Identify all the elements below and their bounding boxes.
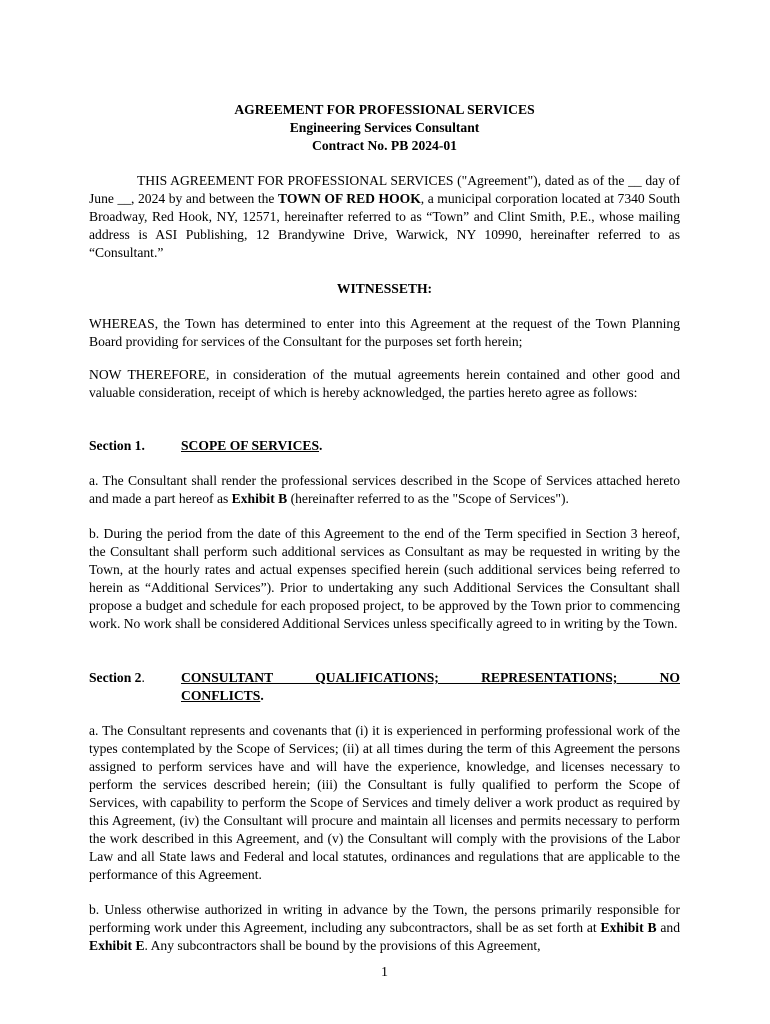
section-2-label xyxy=(89,669,145,687)
section-1-label: Section 1. xyxy=(89,438,145,453)
section-1-title: SCOPE OF SERVICES xyxy=(181,438,320,453)
section-2-title-line-2-text: CONFLICTS xyxy=(181,688,261,703)
section-2-label-text: Section 2 xyxy=(89,670,142,685)
section-2-a-paragraph: a. The Consultant represents and covenants that (i) it is experienced in performing professional work of the types contemplated by the Scope of Services; (ii) at all times during the term of this Agreement the persons assigned to perform services have and will have the experience, knowledge, and licenses necessary to perform the services described herein; (iii) the Consultant is fully qualified to perform the Scope of Services, with capability to perform the Scope of Services and timely deliver a work product as required by this Agreement, (iv) the Consultant will procure and maintain all licenses and permits necessary to perform the work described in this Agreement, and (v) the Consultant will comply with the provisions of the Labor Law and all State laws and Federal and local statutes, ordinances and regulations that are applicable to the performance of this Agreement. xyxy=(89,723,680,882)
document-subtitle: Engineering Services Consultant xyxy=(289,120,480,135)
section-1-a-paragraph xyxy=(89,472,680,508)
whereas-paragraph: WHEREAS, the Town has determined to enter into this Agreement at the request of the Town Planning Board providing for services of the Consultant for the purposes set forth herein; xyxy=(89,316,680,349)
section-2-b-text-1: b. Unless otherwise authorized in writing in advance by the Town, the persons primarily responsible for performing work under this Agreement, including any subcontractors, shall be as set forth at xyxy=(89,902,680,935)
exhibit-b-ref-2: Exhibit B xyxy=(600,920,657,935)
section-2-b-text-2: . Any subcontractors shall be bound by the provisions of this Agreement, xyxy=(144,938,541,953)
section-1-heading xyxy=(181,437,680,455)
intro-text-2: , a municipal corporation located at 7340 South Broadway, Red Hook, NY, 12571, hereinafter referred to as “Town” and Clint Smith, P.E., whose mailing address is ASI Publishing, 12 Brandywine Drive, Warwick, NY 10990, hereinafter referred to as “Consultant.” xyxy=(89,191,680,260)
now-therefore-paragraph: NOW THEREFORE, in consideration of the mutual agreements herein contained and other good and valuable consideration, receipt of which is hereby acknowledged, the parties hereto agree as follows: xyxy=(89,367,680,400)
section-1-a-text-2: (hereinafter referred to as the "Scope of Services"). xyxy=(287,491,569,506)
exhibit-b-ref: Exhibit B xyxy=(231,491,288,506)
contract-number: Contract No. PB 2024-01 xyxy=(312,138,457,153)
section-2-title-line-1: CONSULTANT QUALIFICATIONS; REPRESENTATIONS; NO xyxy=(181,670,680,685)
exhibit-e-ref: Exhibit E xyxy=(89,938,145,953)
document-title: AGREEMENT FOR PROFESSIONAL SERVICES xyxy=(234,102,535,117)
section-1-a-text-1: a. The Consultant shall render the professional services described in the Scope of Services attached hereto and made a part hereof as xyxy=(89,473,680,506)
section-2-b-paragraph xyxy=(89,901,680,955)
section-1-title-suffix: . xyxy=(319,438,323,453)
witnesseth-heading: WITNESSETH: xyxy=(336,281,433,296)
section-1-b-paragraph: b. During the period from the date of this Agreement to the end of the Term specified in Section 3 hereof, the Consultant shall perform such additional services as Consultant as may be requested in writing by the Town, at the hourly rates and actual expenses specified herein (such additional services being referred to herein as “Additional Services”). Prior to undertaking any such Additional Services the Consultant shall propose a budget and schedule for each proposed project, to be approved by the Town prior to commencing work. No work shall be considered Additional Services unless specifically agreed to in writing by the Town. xyxy=(89,526,680,631)
page-number: 1 xyxy=(381,965,388,980)
party-town-name: TOWN OF RED HOOK xyxy=(278,191,421,206)
intro-text-1: THIS AGREEMENT FOR PROFESSIONAL SERVICES ("Agreement"), dated as of the __ day of June __, 2024 by and between the xyxy=(89,173,680,206)
section-2-title-suffix: . xyxy=(260,688,264,703)
section-2-label-suffix: . xyxy=(141,670,145,685)
section-2-b-and: and xyxy=(656,920,681,935)
intro-paragraph xyxy=(89,172,680,262)
section-2-title-line-2 xyxy=(181,687,680,705)
